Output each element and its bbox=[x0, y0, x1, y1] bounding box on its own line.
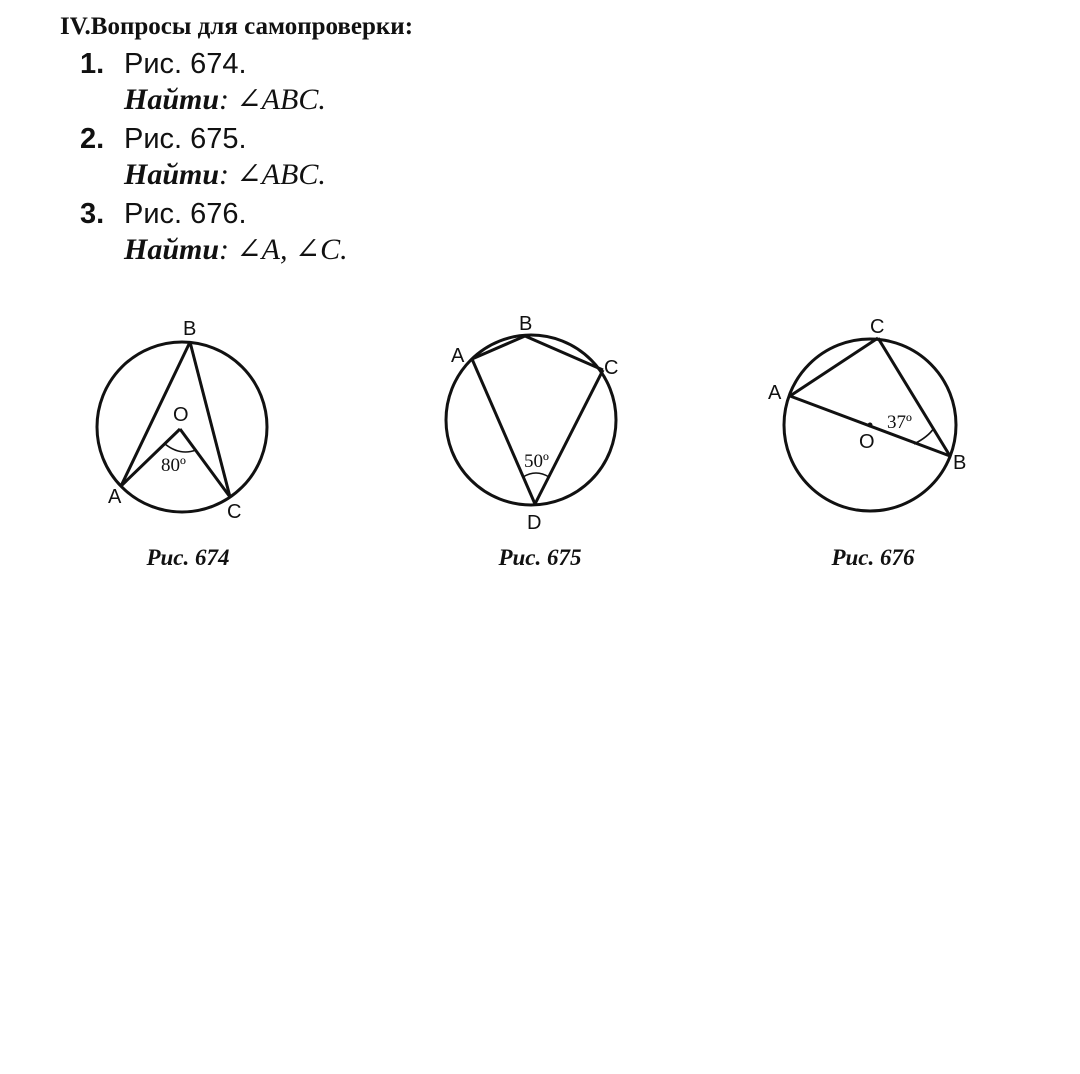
question-number: 1. bbox=[80, 48, 105, 80]
figure-675 bbox=[405, 296, 715, 596]
point-label-b: B bbox=[183, 318, 197, 340]
point-label-a: A bbox=[451, 345, 465, 367]
point-label-c: C bbox=[870, 316, 885, 338]
chord-cd bbox=[535, 370, 603, 504]
question-task bbox=[80, 82, 326, 118]
point-label-b: B bbox=[953, 452, 967, 474]
angle-value: 80º bbox=[161, 455, 186, 476]
point-label-d: D bbox=[527, 512, 542, 534]
figure-676 bbox=[720, 296, 1030, 596]
find-label: Найти bbox=[124, 233, 220, 266]
point-label-o: O bbox=[859, 431, 875, 453]
find-value: : ∠ABC. bbox=[219, 83, 326, 116]
question-figure-ref: Рис. 675. bbox=[124, 123, 247, 155]
angle-arc bbox=[523, 473, 549, 477]
chord-bc bbox=[190, 342, 230, 497]
question-figure-ref: Рис. 674. bbox=[124, 48, 247, 80]
question-3 bbox=[80, 196, 348, 268]
angle-value: 37º bbox=[887, 412, 912, 433]
figure-675-drawing bbox=[405, 296, 715, 536]
find-label: Найти bbox=[124, 83, 220, 116]
question-number: 2. bbox=[80, 123, 105, 155]
question-1 bbox=[80, 46, 326, 118]
angle-value: 50º bbox=[524, 451, 549, 472]
figure-674-drawing bbox=[75, 296, 385, 536]
figure-676-drawing bbox=[720, 296, 1030, 536]
chord-ad bbox=[472, 359, 535, 504]
angle-arc bbox=[914, 428, 934, 444]
question-figure-ref: Рис. 676. bbox=[124, 198, 247, 230]
figure-caption: Рис. 675 bbox=[498, 545, 582, 570]
center-dot bbox=[868, 423, 873, 428]
question-number: 3. bbox=[80, 198, 105, 230]
find-label: Найти bbox=[124, 158, 220, 191]
find-value: : ∠ABC. bbox=[219, 158, 326, 191]
question-task bbox=[80, 157, 326, 193]
point-label-c: C bbox=[604, 357, 619, 379]
section-heading: IV.Вопросы для самопроверки: bbox=[60, 13, 414, 40]
point-label-c: C bbox=[227, 501, 242, 523]
find-value: : ∠A, ∠C. bbox=[219, 233, 348, 266]
point-label-o: O bbox=[173, 404, 189, 426]
point-label-b: B bbox=[519, 313, 533, 335]
point-label-a: A bbox=[108, 486, 122, 508]
chord-ab bbox=[472, 336, 525, 359]
question-2 bbox=[80, 121, 326, 193]
figure-674 bbox=[75, 296, 385, 596]
figure-caption: Рис. 674 bbox=[146, 545, 230, 570]
figure-caption: Рис. 676 bbox=[831, 545, 915, 570]
chord-cb bbox=[878, 338, 950, 456]
point-label-a: A bbox=[768, 382, 782, 404]
question-task bbox=[80, 232, 348, 268]
